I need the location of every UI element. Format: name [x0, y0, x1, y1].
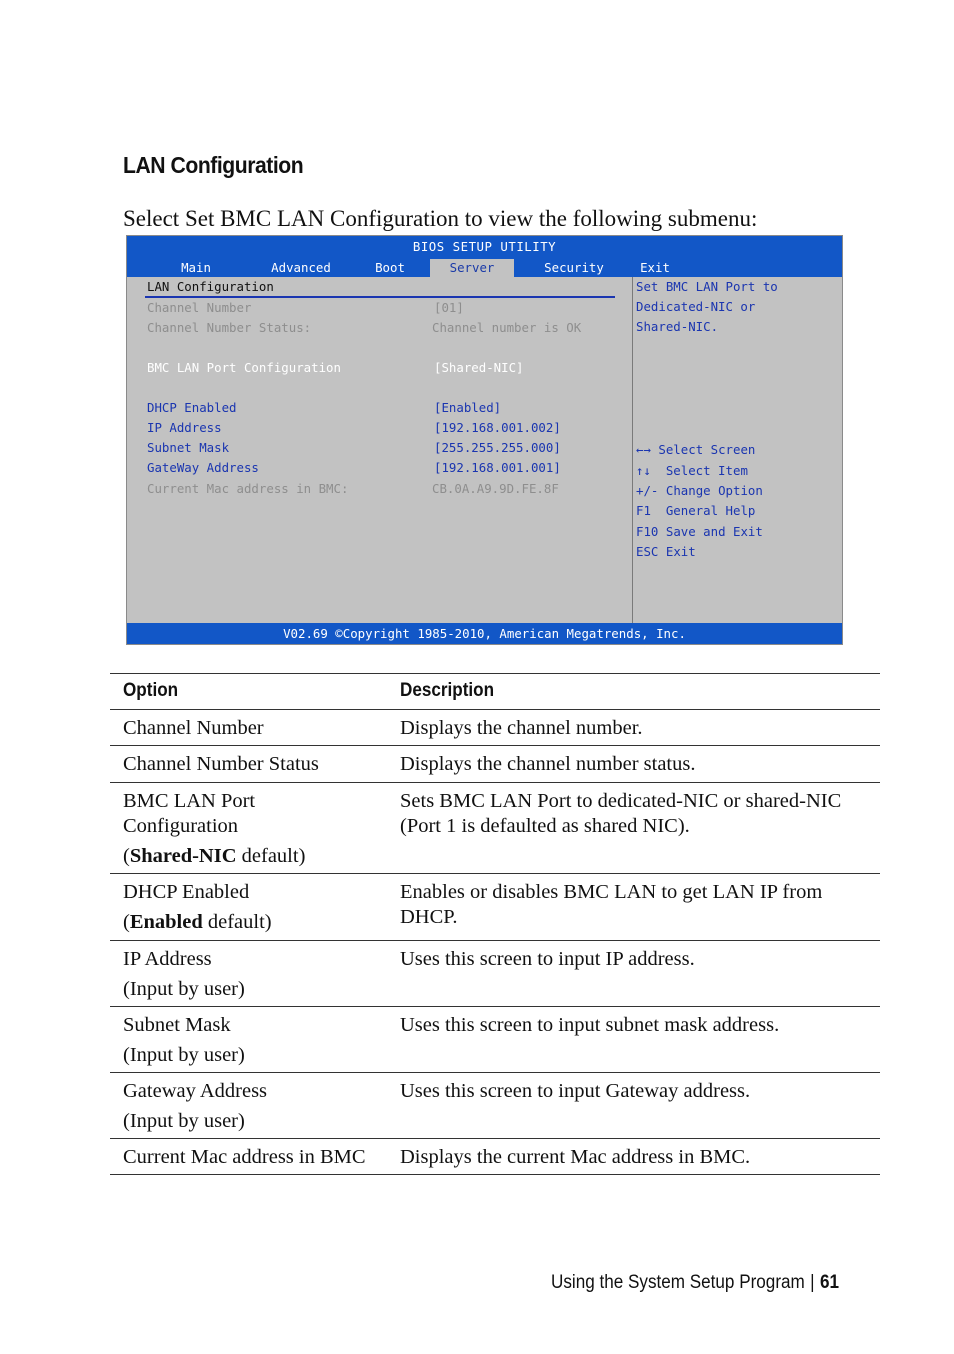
bios-section-title: LAN Configuration — [147, 279, 274, 294]
description-cell: Displays the current Mac address in BMC. — [400, 1146, 751, 1168]
header-description: Description — [400, 680, 495, 701]
description-cell: Enables or disables BMC LAN to get LAN IP from DHCP. — [400, 881, 823, 928]
key-exit: ESC Exit — [636, 544, 696, 559]
key-select-screen: ←→ Select Screen — [636, 442, 756, 457]
bios-value-dhcp[interactable]: [Enabled] — [434, 400, 502, 415]
bios-value-bmc-lan-port[interactable]: [Shared-NIC] — [434, 360, 524, 375]
bios-item-bmc-lan-port[interactable]: BMC LAN Port Configuration — [147, 360, 341, 375]
description-cell: Uses this screen to input IP address. — [400, 948, 695, 970]
tab-main[interactable]: Main — [181, 260, 211, 275]
bios-title: BIOS SETUP UTILITY — [412, 239, 557, 254]
tab-advanced[interactable]: Advanced — [271, 260, 331, 275]
bios-copyright-bar: V02.69 ©Copyright 1985-2010, American Megatrends, Inc. — [127, 623, 842, 644]
page-footer — [551, 1272, 839, 1294]
bios-item-mac: Current Mac address in BMC: — [147, 481, 349, 496]
intro-text: Select Set BMC LAN Configuration to view the following submenu: — [123, 206, 758, 231]
key-select-item: ↑↓ Select Item — [636, 463, 748, 478]
bios-value-gateway[interactable]: [192.168.001.001] — [434, 460, 561, 475]
bios-item-channel-number: Channel Number — [147, 300, 252, 315]
bios-item-ip-address[interactable]: IP Address — [147, 420, 222, 435]
option-cell: Channel Number Status — [123, 753, 319, 775]
option-cell: Subnet Mask (Input by user) — [123, 1014, 245, 1066]
bios-item-channel-status: Channel Number Status: — [147, 320, 312, 335]
tab-exit[interactable]: Exit — [640, 260, 670, 275]
option-cell: BMC LAN Port Configuration (Shared-NIC default) — [123, 790, 306, 867]
description-cell: Displays the channel number. — [400, 717, 643, 739]
description-cell: Uses this screen to input Gateway address. — [400, 1080, 751, 1102]
help-line-3: Shared-NIC. — [636, 319, 719, 334]
description-cell: Displays the channel number status. — [400, 753, 696, 775]
option-cell: Gateway Address (Input by user) — [123, 1080, 268, 1132]
option-cell: DHCP Enabled (Enabled default) — [123, 881, 272, 933]
footer-separator: | — [810, 1272, 815, 1293]
description-cell: Sets BMC LAN Port to dedicated-NIC or shared-NIC (Port 1 is defaulted as shared NIC). — [400, 790, 842, 837]
help-line-2: Dedicated-NIC or — [636, 299, 756, 314]
table-row — [110, 1006, 880, 1072]
header-option: Option — [123, 680, 179, 701]
default-note: (Enabled default) — [123, 911, 272, 933]
bios-item-subnet-mask[interactable]: Subnet Mask — [147, 440, 230, 455]
table-header-row — [110, 673, 880, 709]
key-general-help: F1 General Help — [636, 503, 756, 518]
table-row — [110, 873, 880, 940]
tab-security[interactable]: Security — [544, 260, 604, 275]
options-table — [110, 673, 880, 1175]
bios-value-channel-status: Channel number is OK — [432, 320, 582, 335]
default-note: (Shared-NIC default) — [123, 845, 306, 867]
option-cell: Current Mac address in BMC — [123, 1146, 366, 1168]
table-row — [110, 1072, 880, 1138]
table-row — [110, 940, 880, 1006]
option-cell: IP Address (Input by user) — [123, 948, 245, 1000]
table-row — [110, 782, 880, 873]
bios-title-bar — [127, 236, 842, 277]
panel-divider — [632, 277, 633, 625]
table-row — [110, 709, 880, 745]
bios-screenshot — [126, 235, 843, 645]
table-row — [110, 1138, 880, 1175]
bios-value-ip-address[interactable]: [192.168.001.002] — [434, 420, 561, 435]
footer-section-title: Using the System Setup Program — [550, 1272, 805, 1293]
table-row — [110, 745, 880, 782]
bios-item-gateway[interactable]: GateWay Address — [147, 460, 259, 475]
description-cell: Uses this screen to input subnet mask address. — [400, 1014, 780, 1036]
section-heading: LAN Configuration — [123, 152, 304, 178]
page-number: 61 — [819, 1272, 839, 1293]
key-save-exit: F10 Save and Exit — [636, 524, 763, 539]
left-right-arrows-icon: ←→ — [636, 442, 651, 457]
help-line-1: Set BMC LAN Port to — [636, 279, 778, 294]
bios-value-mac: CB.0A.A9.9D.FE.8F — [432, 481, 559, 496]
bios-item-dhcp[interactable]: DHCP Enabled — [147, 400, 237, 415]
bios-value-channel-number: [01] — [434, 300, 464, 315]
up-down-arrows-icon: ↑↓ — [636, 463, 651, 478]
key-change-option: +/- Change Option — [636, 483, 763, 498]
option-cell: Channel Number — [123, 717, 264, 739]
tab-boot[interactable]: Boot — [375, 260, 405, 275]
tab-server[interactable]: Server — [430, 259, 514, 277]
bios-value-subnet-mask[interactable]: [255.255.255.000] — [434, 440, 561, 455]
